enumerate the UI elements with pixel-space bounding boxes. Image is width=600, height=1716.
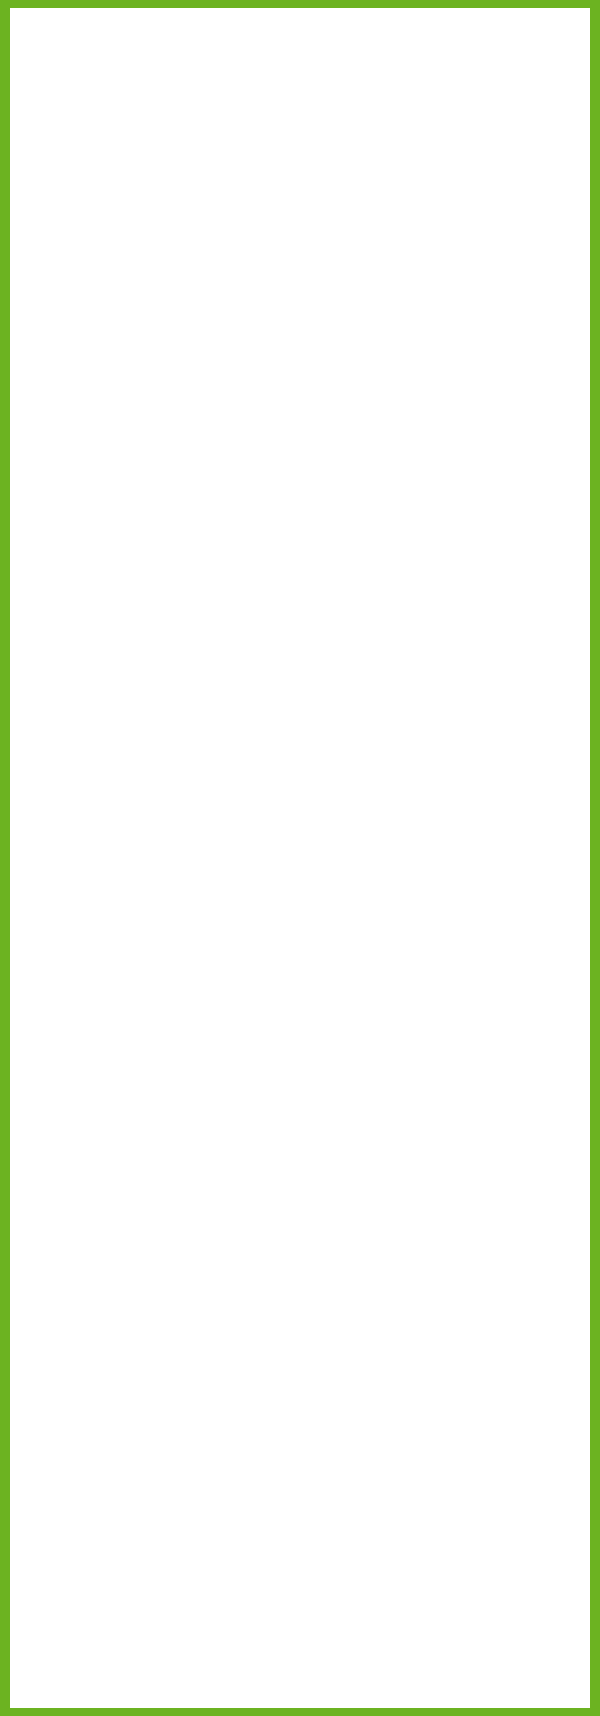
article-card bbox=[10, 8, 590, 1708]
